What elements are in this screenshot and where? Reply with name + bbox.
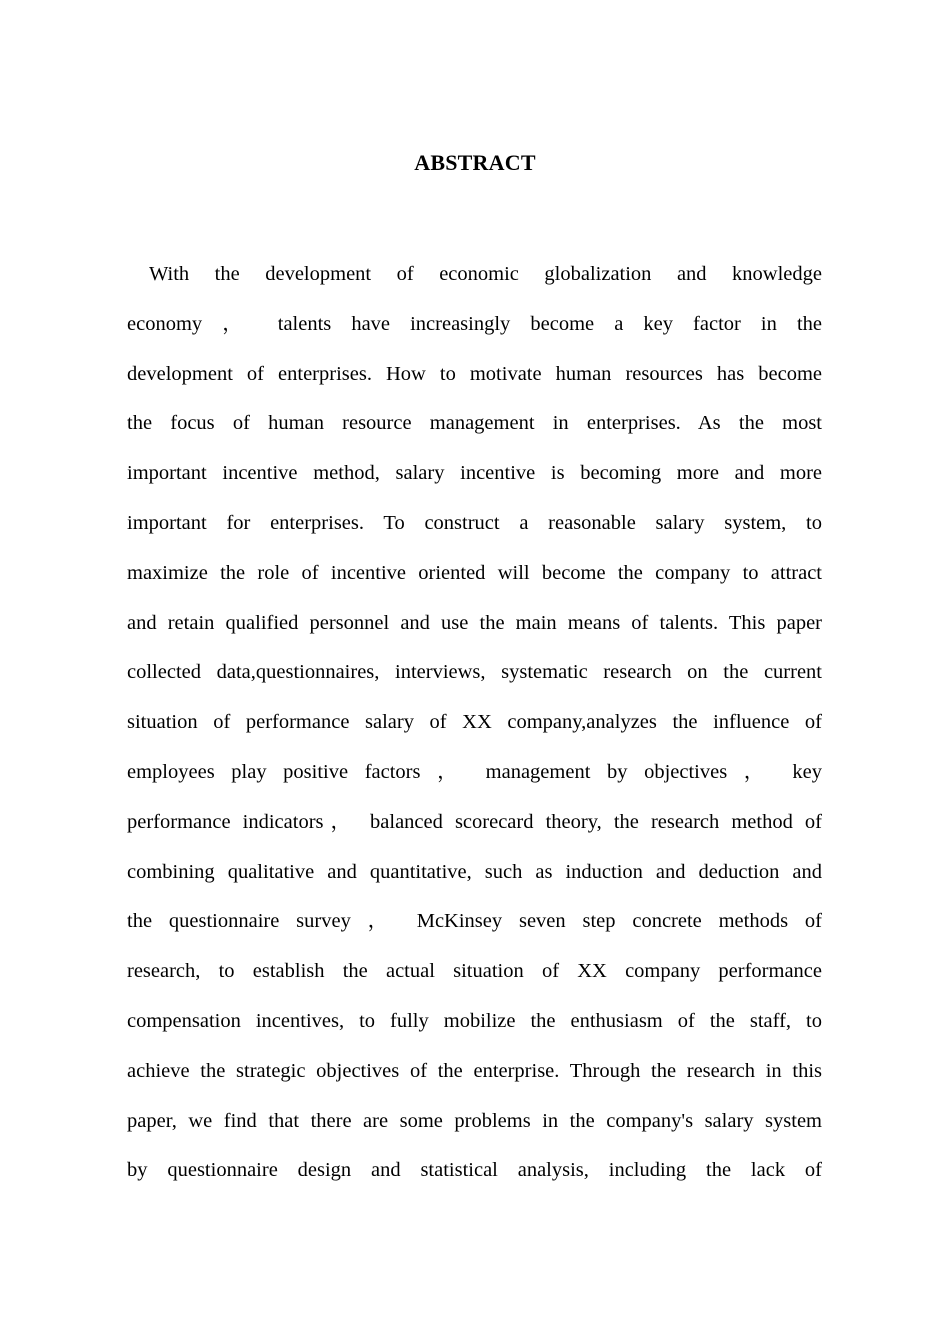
abstract-line: the focus of human resource management in enterprises. As the most — [127, 412, 822, 435]
abstract-line: combining qualitative and quantitative, such as induction and deduction and — [127, 860, 822, 883]
abstract-line: and retain qualified personnel and use the main means of talents. This paper — [127, 611, 822, 634]
abstract-line: economy ， talents have increasingly become a key factor in the — [127, 312, 822, 335]
abstract-line: maximize the role of incentive oriented will become the company to attract — [127, 561, 822, 584]
abstract-line: compensation incentives, to fully mobilize the enthusiasm of the staff, to — [127, 1009, 822, 1032]
abstract-line: the questionnaire survey ， McKinsey seven step concrete methods of — [127, 910, 822, 933]
abstract-line: collected data,questionnaires, interviews, systematic research on the current — [127, 661, 822, 684]
abstract-line: research, to establish the actual situation of XX company performance — [127, 960, 822, 983]
abstract-line: important for enterprises. To construct a reasonable salary system, to — [127, 511, 822, 534]
abstract-line: situation of performance salary of XX company,analyzes the influence of — [127, 711, 822, 734]
abstract-line: With the development of economic globalization and knowledge — [149, 263, 822, 285]
abstract-line: performance indicators， balanced scorecard theory, the research method of — [127, 810, 822, 833]
abstract-line: by questionnaire design and statistical analysis, including the lack of — [127, 1159, 822, 1182]
abstract-line: achieve the strategic objectives of the enterprise. Through the research in this — [127, 1059, 822, 1082]
abstract-line: paper, we find that there are some problems in the company's salary system — [127, 1109, 822, 1132]
abstract-body — [127, 250, 822, 1196]
abstract-line: development of enterprises. How to motivate human resources has become — [127, 362, 822, 385]
abstract-title: ABSTRACT — [414, 150, 536, 175]
abstract-line: important incentive method, salary incentive is becoming more and more — [127, 462, 822, 485]
abstract-line: employees play positive factors ， management by objectives ， key — [127, 760, 822, 783]
